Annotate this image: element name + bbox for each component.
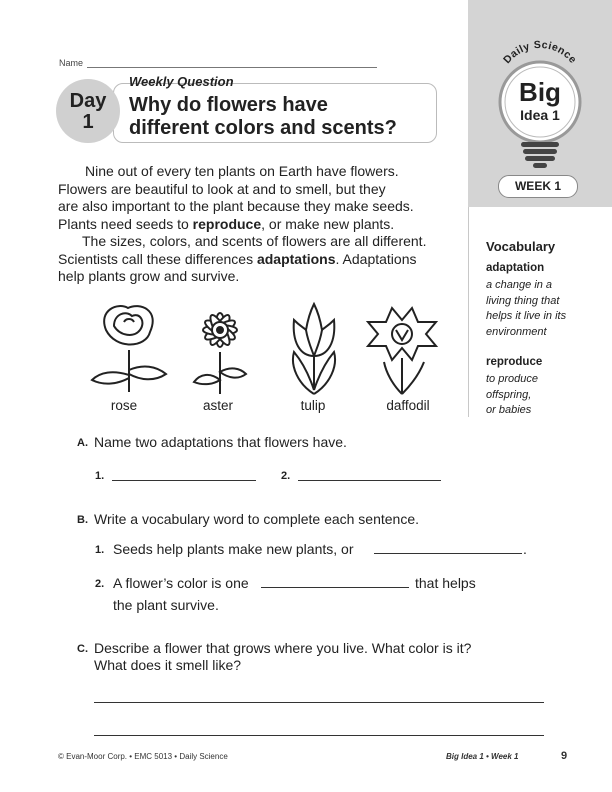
vocab-def-reproduce: to produce offspring, or babies: [486, 373, 538, 416]
answer-line-c1[interactable]: [94, 702, 544, 703]
flower-label-rose: rose: [110, 398, 138, 413]
question-c-text-2: What does it smell like?: [94, 657, 242, 673]
question-b-text: Write a vocabulary word to complete each sentence.: [94, 511, 420, 527]
answer-line-b2[interactable]: [261, 587, 409, 588]
question-b2-number: 2.: [95, 578, 105, 590]
lightbulb-badge-icon: [478, 30, 602, 175]
question-b-letter: B.: [77, 514, 88, 526]
name-field-line[interactable]: [87, 67, 377, 68]
question-b2-text-after: that helps: [415, 575, 476, 591]
flower-label-tulip: tulip: [300, 398, 326, 413]
weekly-question-rule: [247, 83, 387, 84]
page-number: 9: [561, 750, 568, 762]
passage-line: are also important to the plant because they make seeds.: [58, 198, 414, 214]
question-b1-text: Seeds help plants make new plants, or: [113, 541, 354, 557]
flower-label-daffodil: daffodil: [386, 398, 430, 413]
passage-line: The sizes, colors, and scents of flowers are all different.: [82, 233, 427, 249]
day-number: 1: [82, 111, 94, 133]
answer-line-a1[interactable]: [112, 480, 256, 481]
weekly-question-label: Weekly Question: [129, 74, 234, 89]
question-b2-text: A flower’s color is one: [113, 575, 249, 591]
passage: [58, 163, 458, 286]
day-circle: [56, 79, 120, 143]
vocab-term-adaptation: adaptation: [486, 262, 545, 274]
question-a-number-2: 2.: [281, 470, 291, 482]
answer-line-c2[interactable]: [94, 735, 544, 736]
flower-label-aster: aster: [202, 398, 233, 413]
passage-line: Plants need seeds to reproduce, or make new plants.: [58, 215, 395, 232]
vocab-term-reproduce: reproduce: [486, 356, 543, 368]
question-b2-text-line2: the plant survive.: [113, 597, 219, 613]
term-reproduce: reproduce: [192, 215, 262, 232]
passage-line: Flowers are beautiful to look at and to smell, but they: [58, 180, 386, 197]
question-c-letter: C.: [77, 643, 88, 655]
question-a-number-1: 1.: [95, 470, 105, 482]
question-a-letter: A.: [77, 437, 88, 449]
badge-big-text: Big: [519, 77, 561, 107]
day-label: Day: [69, 90, 107, 112]
passage-line: Nine out of every ten plants on Earth have flowers.: [85, 163, 399, 179]
sidebar-divider: [468, 207, 469, 417]
week-badge: WEEK 1: [498, 175, 578, 198]
question-line-1: Why do flowers have: [129, 94, 328, 116]
question-line-2: different colors and scents?: [129, 117, 397, 139]
term-adaptations: adaptations: [256, 250, 336, 267]
passage-line: Scientists call these differences adaptations. Adaptations: [58, 250, 417, 267]
vocab-def-adaptation: a change in a living thing that helps it live in its environment: [486, 279, 567, 338]
question-a-text: Name two adaptations that flowers have.: [94, 434, 347, 450]
badge-arc-text: Daily Science: [501, 38, 579, 66]
footer-copyright: © Evan-Moor Corp. • EMC 5013 • Daily Science: [58, 752, 228, 761]
name-label: Name: [59, 58, 84, 68]
answer-line-b1[interactable]: [374, 553, 522, 554]
passage-line: help plants grow and survive.: [58, 268, 240, 284]
aster-icon: [180, 300, 260, 396]
footer-big-idea: Big Idea 1 • Week 1: [446, 752, 519, 761]
answer-line-a2[interactable]: [298, 480, 441, 481]
vocabulary-title: Vocabulary: [486, 239, 556, 254]
question-b1-period: .: [523, 541, 527, 557]
tulip-icon: [276, 300, 352, 396]
question-b1-number: 1.: [95, 544, 105, 556]
badge-idea-text: Idea 1: [520, 107, 560, 123]
question-c-text-1: Describe a flower that grows where you live. What color is it?: [94, 640, 472, 656]
rose-icon: [88, 300, 170, 396]
daffodil-icon: [362, 300, 446, 396]
question-title: [129, 94, 439, 140]
